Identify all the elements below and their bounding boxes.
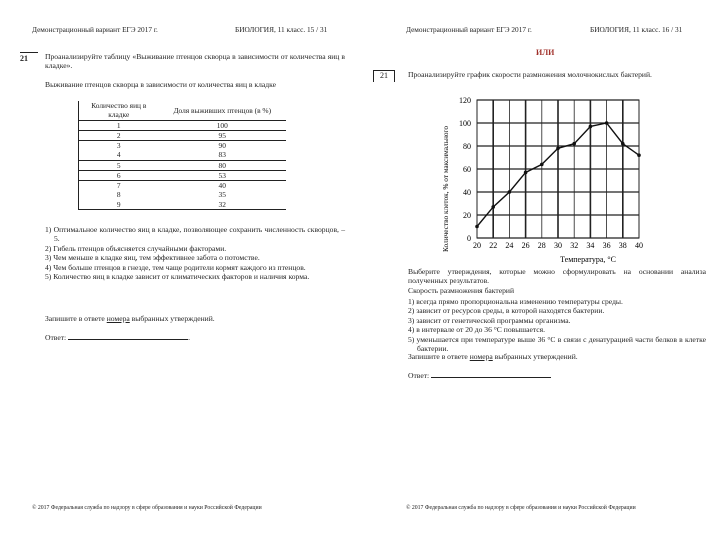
x-tick-label: 28 xyxy=(537,241,546,250)
instruction xyxy=(408,352,578,361)
instruction-text: выбранных утверждений. xyxy=(129,314,215,323)
table-row xyxy=(79,130,287,140)
statement-item: 4) Чем больше птенцов в гнезде, тем чаще родители кормят каждого из птенцов. xyxy=(45,262,306,272)
y-tick-label: 80 xyxy=(463,142,471,151)
instruction-text: Запишите в ответе xyxy=(408,352,470,361)
task-number: 21 xyxy=(20,52,38,64)
y-tick-label: 0 xyxy=(467,234,471,243)
statement-item: 4) в интервале от 20 до 36 °С повышается. xyxy=(408,325,546,335)
x-tick-label: 36 xyxy=(602,241,611,250)
table-row xyxy=(79,200,287,210)
data-point xyxy=(572,142,576,146)
table-row xyxy=(79,120,287,130)
page-header-right: БИОЛОГИЯ, 11 класс. 16 / 31 xyxy=(590,25,683,34)
task-text: Проанализируйте таблицу «Выживание птенцов скворца в зависимости от количества яиц в кладке». xyxy=(45,52,345,71)
x-tick-label: 22 xyxy=(489,241,498,250)
instruction-text: Запишите в ответе xyxy=(45,314,107,323)
y-tick-label: 100 xyxy=(459,119,471,128)
table-cell: 3 xyxy=(79,141,159,151)
x-tick-label: 20 xyxy=(473,241,481,250)
table-cell: 100 xyxy=(159,120,287,130)
x-tick-label: 34 xyxy=(586,241,595,250)
page-header-right: БИОЛОГИЯ, 11 класс. 15 / 31 xyxy=(235,25,328,34)
instruction-underlined: номера xyxy=(469,352,493,361)
statement-item: 2) Гибель птенцов объясняется случайными факторами. xyxy=(45,243,227,253)
data-point xyxy=(621,142,625,146)
table-cell: 32 xyxy=(218,199,226,209)
statement-item: 5) Количество яиц в кладке зависит от климатических факторов и наличия корма. xyxy=(45,272,310,282)
table-cell: 53 xyxy=(159,170,287,180)
data-point xyxy=(540,163,544,167)
data-point xyxy=(589,125,593,129)
data-point xyxy=(475,225,479,229)
table-row xyxy=(79,170,287,180)
data-point xyxy=(637,153,641,157)
x-tick-label: 24 xyxy=(505,241,514,250)
table-row xyxy=(79,160,287,170)
answer-field[interactable] xyxy=(431,370,551,378)
task-number: 21 xyxy=(373,70,395,82)
intro: Выберите утверждения, которые можно сформулировать на основании анализа полученных результатов. xyxy=(408,267,706,286)
data-point xyxy=(556,147,560,151)
table-cell: 2 xyxy=(79,130,159,140)
statement-item: 5) уменьшается при температуре выше 36 °С в связи с денатурацией части белков в клетке бактерии. xyxy=(408,334,706,354)
table-cell: 9 xyxy=(116,199,121,209)
table-cell: 5 xyxy=(79,160,159,170)
answer-label: Ответ: xyxy=(408,371,430,380)
instruction-text: выбранных утверждений. xyxy=(492,352,578,361)
answer-line[interactable] xyxy=(408,370,551,380)
table-cell: 35 xyxy=(218,190,226,200)
answer-label: Ответ: xyxy=(45,333,67,342)
statements-list xyxy=(45,225,345,282)
footer: © 2017 Федеральная служба по надзору в сфере образования и науки Российской Федерации xyxy=(406,505,636,511)
answer-field[interactable] xyxy=(68,332,188,340)
data-point xyxy=(605,121,609,125)
y-tick-label: 120 xyxy=(459,96,471,105)
table-cell: 95 xyxy=(159,130,287,140)
or-label: ИЛИ xyxy=(536,48,555,57)
table-cell: 8 xyxy=(116,190,121,200)
page-header-left: Демонстрационный вариант ЕГЭ 2017 г. xyxy=(406,25,532,34)
instruction xyxy=(45,314,215,323)
statement-item: 1) всегда прямо пропорциональна изменению температуры среды. xyxy=(408,297,623,306)
table-title: Выживание птенцов скворца в зависимости от количества яиц в кладке xyxy=(45,80,276,89)
table-row xyxy=(79,181,287,191)
x-tick-label: 26 xyxy=(521,241,530,250)
statements-list xyxy=(408,297,706,354)
intro-2: Скорость размножения бактерий xyxy=(408,286,515,295)
data-point xyxy=(524,171,528,175)
y-tick-label: 20 xyxy=(463,211,471,220)
statement-item: 3) зависит от генетической программы организма. xyxy=(408,315,571,325)
table-header: Доля выживших птенцов (в %) xyxy=(173,105,272,115)
statement-item: 3) Чем меньше в кладке яиц, тем эффективнее забота о потомстве. xyxy=(45,253,260,263)
y-tick-label: 40 xyxy=(463,188,471,197)
table-row xyxy=(79,141,287,151)
table-cell: 80 xyxy=(159,160,287,170)
table-cell: 6 xyxy=(79,170,159,180)
statement-item: 1) Оптимальное количество яиц в кладке, позволяющее сохранить численность скворцов, – 5. xyxy=(45,225,345,244)
x-tick-label: 30 xyxy=(554,241,562,250)
x-axis-label: Температура, °С xyxy=(560,255,616,264)
table-row xyxy=(79,150,287,160)
task-text: Проанализируйте график скорости размножения молочнокислых бактерий. xyxy=(408,70,652,79)
answer-line[interactable]: Ответ: . xyxy=(45,333,190,342)
y-tick-label: 60 xyxy=(463,165,471,174)
page-header-left: Демонстрационный вариант ЕГЭ 2017 г. xyxy=(32,25,158,34)
table-cell: 7 xyxy=(79,181,159,191)
x-tick-label: 38 xyxy=(618,241,627,250)
table-cell: 90 xyxy=(159,141,287,151)
table-cell: 40 xyxy=(159,181,287,191)
x-tick-label: 32 xyxy=(570,241,579,250)
y-axis-label: Количество клеток, % от максимального xyxy=(441,126,450,252)
survival-table xyxy=(78,101,286,210)
table-cell: 4 xyxy=(116,150,121,160)
right-page xyxy=(368,0,708,540)
left-page xyxy=(20,0,350,540)
x-tick-label: 40 xyxy=(635,241,643,250)
table-cell: 83 xyxy=(218,150,226,160)
footer: © 2017 Федеральная служба по надзору в сфере образования и науки Российской Федерации xyxy=(32,505,262,511)
growth-chart xyxy=(368,85,708,265)
instruction-underlined: номера xyxy=(106,314,130,323)
data-point xyxy=(508,190,512,194)
table-cell: 1 xyxy=(79,120,159,130)
data-point xyxy=(491,205,495,209)
statement-item: 2) зависит от ресурсов среды, в которой находятся бактерии. xyxy=(408,306,605,316)
table-header: Количество яиц в кладке xyxy=(91,101,147,120)
table-row xyxy=(79,190,287,199)
